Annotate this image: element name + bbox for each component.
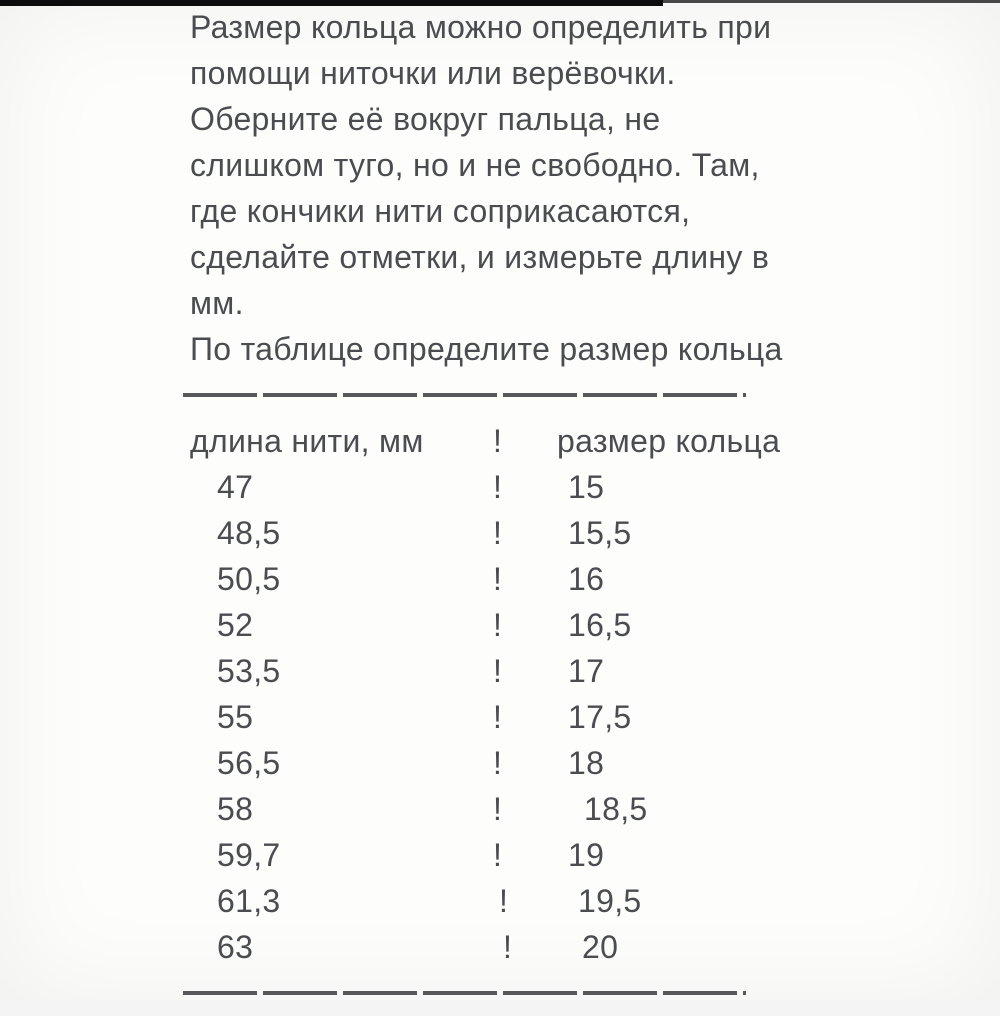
intro-line: сделайте отметки, и измерьте длину в	[190, 239, 770, 275]
thread-length-value: 52	[217, 607, 254, 643]
table-row	[190, 464, 830, 510]
thread-length-value: 50,5	[217, 561, 281, 597]
intro-line: где кончики нити соприкасаются,	[190, 193, 691, 229]
ring-size-value: 17,5	[568, 699, 632, 735]
top-border-line	[663, 0, 1000, 3]
thread-length-value: 55	[217, 699, 254, 735]
thread-length-value: 61,3	[217, 883, 281, 919]
table-row	[190, 786, 830, 832]
table-header-row	[190, 418, 830, 464]
thread-length-value: 58	[217, 791, 254, 827]
column-separator: !	[493, 791, 503, 827]
column-separator: !	[493, 607, 503, 643]
table-divider-top	[190, 372, 830, 418]
intro-line: помощи ниточки или верёвочки.	[190, 55, 676, 91]
note-content	[190, 4, 830, 1016]
column-separator: !	[493, 653, 503, 689]
ring-size-value: 15	[568, 469, 605, 505]
intro-line: слишком туго, но и не свободно. Там,	[190, 147, 760, 183]
ring-size-value: 19	[568, 837, 605, 873]
thread-length-value: 47	[217, 469, 254, 505]
table-row	[190, 510, 830, 556]
table-row	[190, 878, 830, 924]
column-header-ring-size: размер кольца	[557, 423, 781, 459]
column-separator: !	[493, 515, 503, 551]
table-row	[190, 602, 830, 648]
ring-size-value: 17	[568, 653, 605, 689]
intro-line: По таблице определите размер кольца	[190, 331, 783, 367]
ring-size-value: 16,5	[568, 607, 632, 643]
column-separator: !	[503, 929, 513, 965]
thread-length-value: 56,5	[217, 745, 281, 781]
column-header-thread-length: длина нити, мм	[190, 423, 424, 459]
column-separator: !	[493, 699, 503, 735]
table-row	[190, 740, 830, 786]
column-separator: !	[493, 837, 503, 873]
dash-rule	[183, 393, 746, 397]
ring-size-value: 18,5	[584, 791, 648, 827]
column-separator: !	[499, 883, 509, 919]
thread-length-value: 53,5	[217, 653, 281, 689]
column-separator: !	[493, 745, 503, 781]
ring-size-value: 15,5	[568, 515, 632, 551]
table-divider-bottom	[190, 970, 830, 1016]
table-row	[190, 556, 830, 602]
thread-length-value: 48,5	[217, 515, 281, 551]
ring-size-value: 16	[568, 561, 605, 597]
table-row	[190, 924, 830, 970]
column-separator: !	[493, 423, 503, 459]
intro-line: Размер кольца можно определить при	[190, 9, 772, 45]
intro-line: Оберните её вокруг пальца, не	[190, 101, 661, 137]
thread-length-value: 59,7	[217, 837, 281, 873]
ring-size-value: 19,5	[578, 883, 642, 919]
table-row	[190, 648, 830, 694]
thread-length-value: 63	[217, 929, 254, 965]
column-separator: !	[493, 469, 503, 505]
table-row	[190, 832, 830, 878]
column-separator: !	[493, 561, 503, 597]
ring-size-value: 20	[582, 929, 619, 965]
ring-size-value: 18	[568, 745, 605, 781]
intro-line: мм.	[190, 285, 244, 321]
dash-rule	[183, 991, 746, 995]
table-row	[190, 694, 830, 740]
